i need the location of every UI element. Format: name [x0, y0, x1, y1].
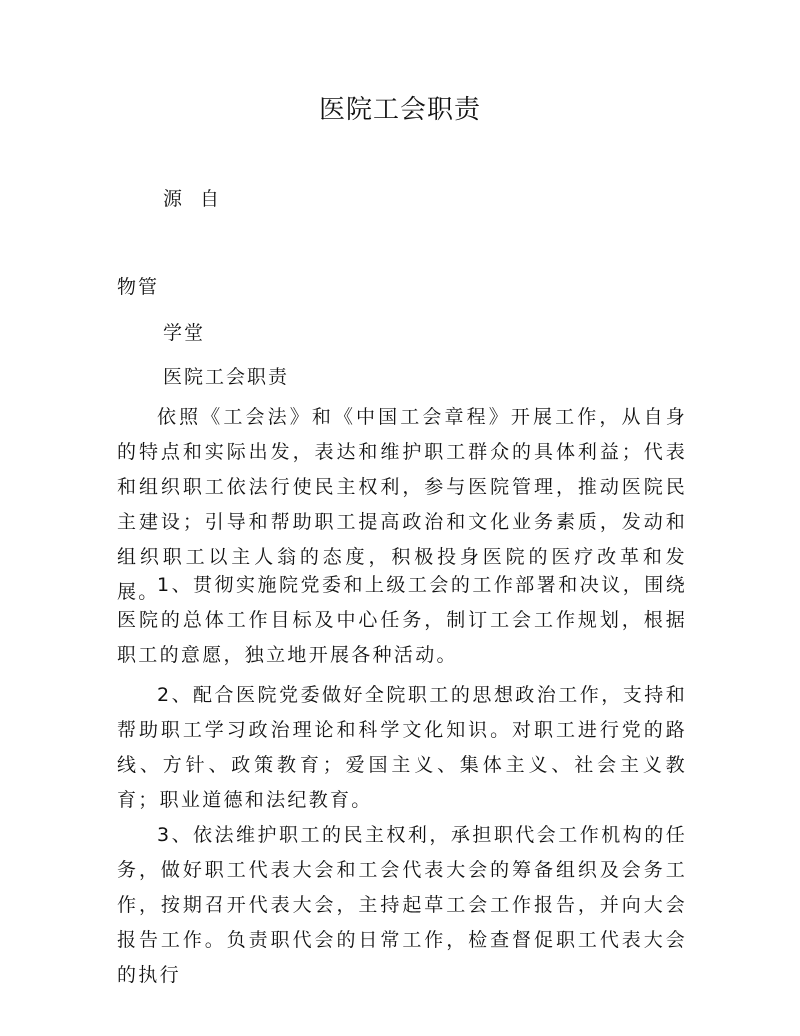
- page-title: 医院工会职责: [318, 95, 481, 125]
- source-line: 学堂: [163, 322, 206, 344]
- duty-paragraph: 3、依法维护职工的民主权利，承担职代会工作机构的任务，做好职工代表大会和工会代表大会的筹备组织及会务工作，按期召开代表大会，主持起草工会工作报告，并向大会报告工作。负责职代会的日常工作，检查督促职工代表大会的执行: [117, 824, 687, 986]
- duty-paragraph: 2、配合医院党委做好全院职工的思想政治工作，支持和帮助职工学习政治理论和科学文化知识。对职工进行党的路线、方针、政策教育；爱国主义、集体主义、社会主义教育；职业道德和法纪教育。: [117, 684, 687, 811]
- duty-paragraph: 1、贯彻实施院党委和上级工会的工作部署和决议，围绕医院的总体工作目标及中心任务，制订工会工作规划，根据职工的意愿，独立地开展各种活动。: [117, 574, 687, 666]
- intro-paragraph: 依照《工会法》和《中国工会章程》开展工作，从自身的特点和实际出发，表达和维护职工群众的具体利益；代表和组织职工依法行使民主权利，参与医院管理，推动医院民主建设；引导和帮助职工提高政治和文化业务素质，发动和组织职工以主人翁的态度，积极投身医院的医疗改革和发展。: [117, 406, 687, 603]
- source-line: 源 自: [163, 188, 226, 210]
- source-line: 物管: [117, 276, 160, 298]
- subtitle-line: 医院工会职责: [163, 366, 290, 388]
